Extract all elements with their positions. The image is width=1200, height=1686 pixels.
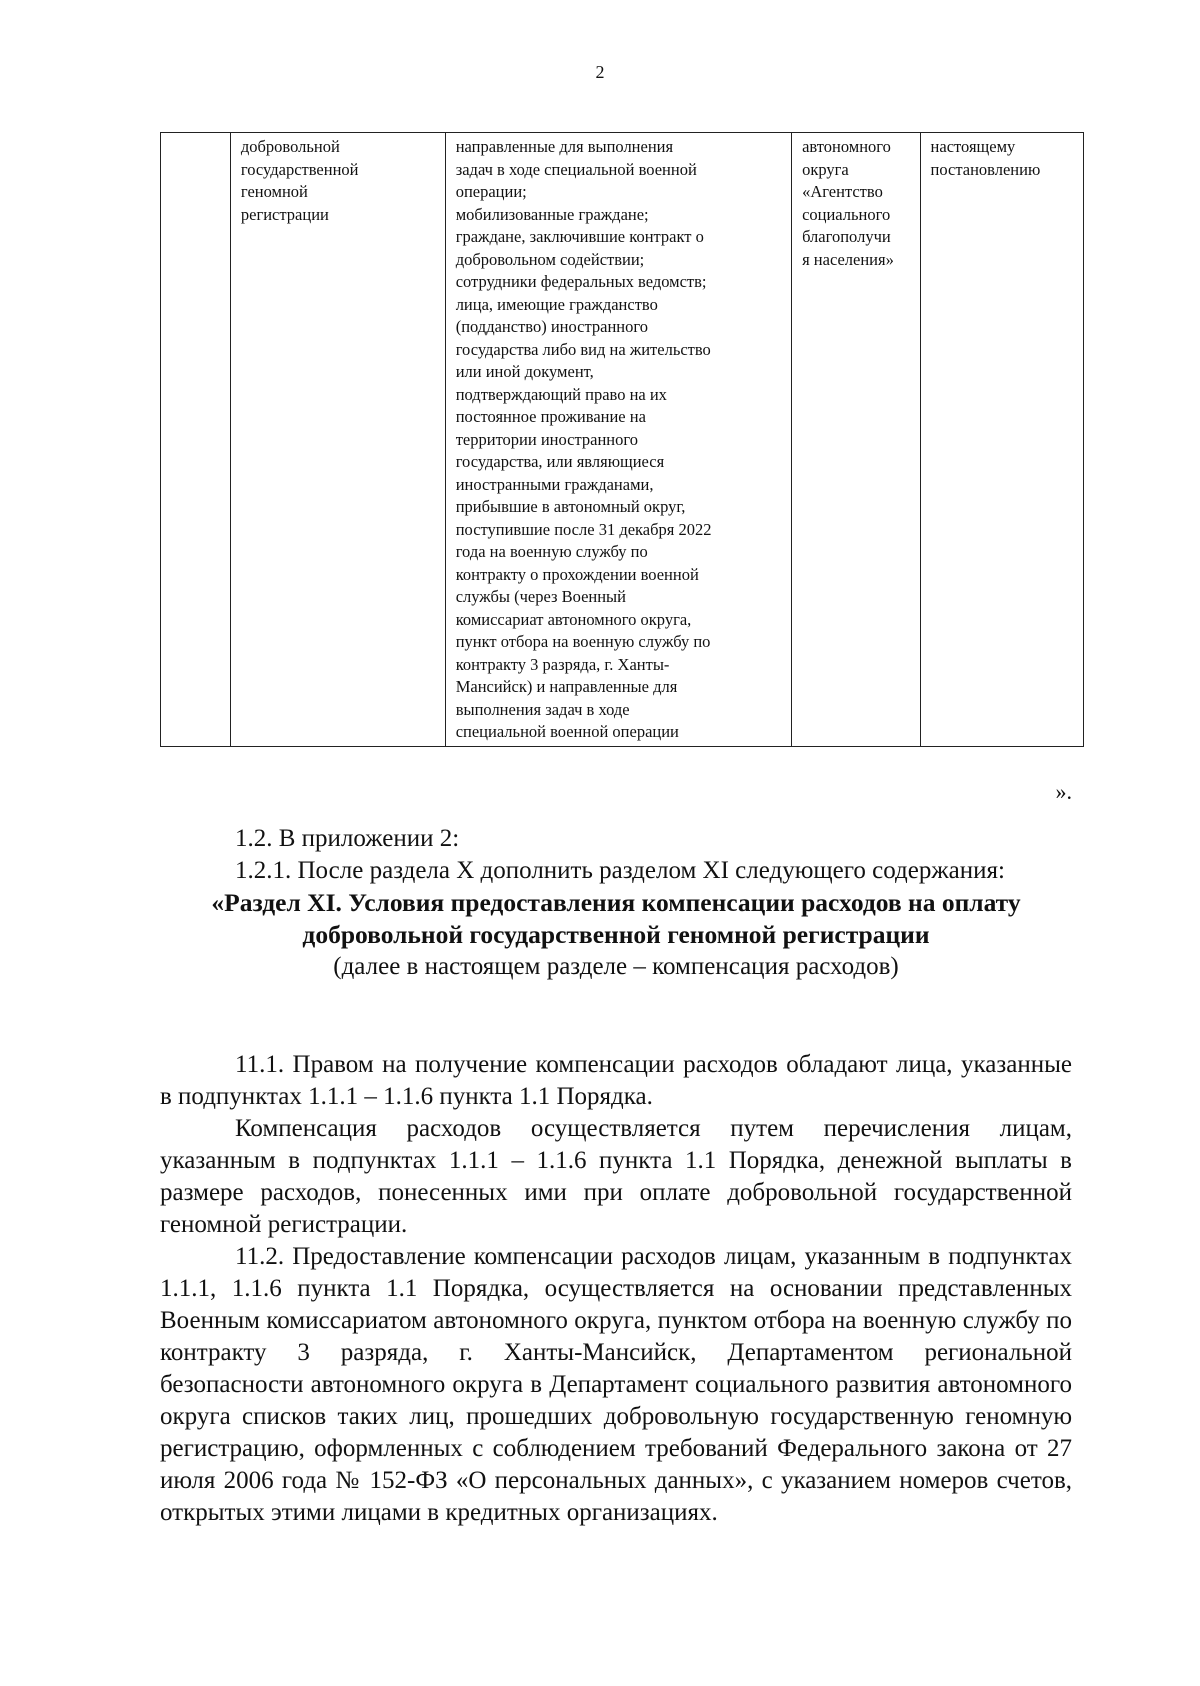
section-body [160,1049,1072,1529]
table-cell-agency: автономного округа «Агентство социального благополучи я населения» [792,133,920,747]
paragraph-11-2: 11.2. Предоставление компенсации расходов лицам, указанным в подпунктах 1.1.1, 1.1.6 пункта 1.1 Порядка, осуществляется на основании представленных Военным комиссариатом автономного округа, пунктом отбора на военную службу по контракту 3 разряда, г. Ханты-Мансийск, Департаментом региональной безопасности автономного округа в Департамент социального развития автономного округа списков таких лиц, прошедших добровольную государственную геномную регистрацию, оформленных с соблюдением требований Федерального закона от 27 июля 2006 года № 152-ФЗ «О персональных данных», с указанием номеров счетов, открытых этими лицами в кредитных организациях. [160,1243,1072,1526]
paragraph-compensation: Компенсация расходов осуществляется путем перечисления лицам, указанным в подпунктах 1.1.1 – 1.1.6 пункта 1.1 Порядка, денежной выплаты в размере расходов, понесенных ими при оплате добровольной государственной геномной регистрации. [160,1115,1072,1238]
section-heading-line-2: добровольной государственной геномной регистрации [302,920,930,949]
paragraph-11-1: 11.1. Правом на получение компенсации расходов обладают лица, указанные в подпунктах 1.1.1 – 1.1.6 пункта 1.1 Порядка. [160,1051,1072,1110]
paragraph-1-2-1: 1.2.1. После раздела X дополнить разделом XI следующего содержания: [235,857,1005,884]
table-row [161,133,1084,747]
table-cell-recipients: направленные для выполнения задач в ходе специальной военной операции; мобилизованные граждане; граждане, заключившие контракт о добровольном содействии; сотрудники федеральных ведомств; лица, имеющие гражданство (подданство) иностранного государства либо вид на жительство или иной документ, подтверждающий право на их постоянное проживание на территории иностранного государства, или являющиеся иностранными гражданами, прибывшие в автономный округ, поступившие после 31 декабря 2022 года на военную службу по контракту о прохождении военной службы (через Военный комиссариат автономного округа, пункт отбора на военную службу по контракту 3 разряда, г. Ханты- Мансийск) и направленные для выполнения задач в ходе специальной военной операции [445,133,791,747]
closing-quote: ». [1055,779,1072,804]
table-cell-reference: настоящему постановлению [920,133,1083,747]
page-number: 2 [595,62,605,82]
amendment-text [160,823,1072,983]
table-cell-service-name: добровольной государственной геномной регистрации [230,133,445,747]
section-subheading: (далее в настоящем разделе – компенсация расходов) [333,953,899,980]
table-cell-number [161,133,231,747]
paragraph-1-2: 1.2. В приложении 2: [235,825,460,852]
continuation-table [160,132,1084,747]
section-heading-line-1: «Раздел XI. Условия предоставления компенсации расходов на оплату [211,888,1021,917]
